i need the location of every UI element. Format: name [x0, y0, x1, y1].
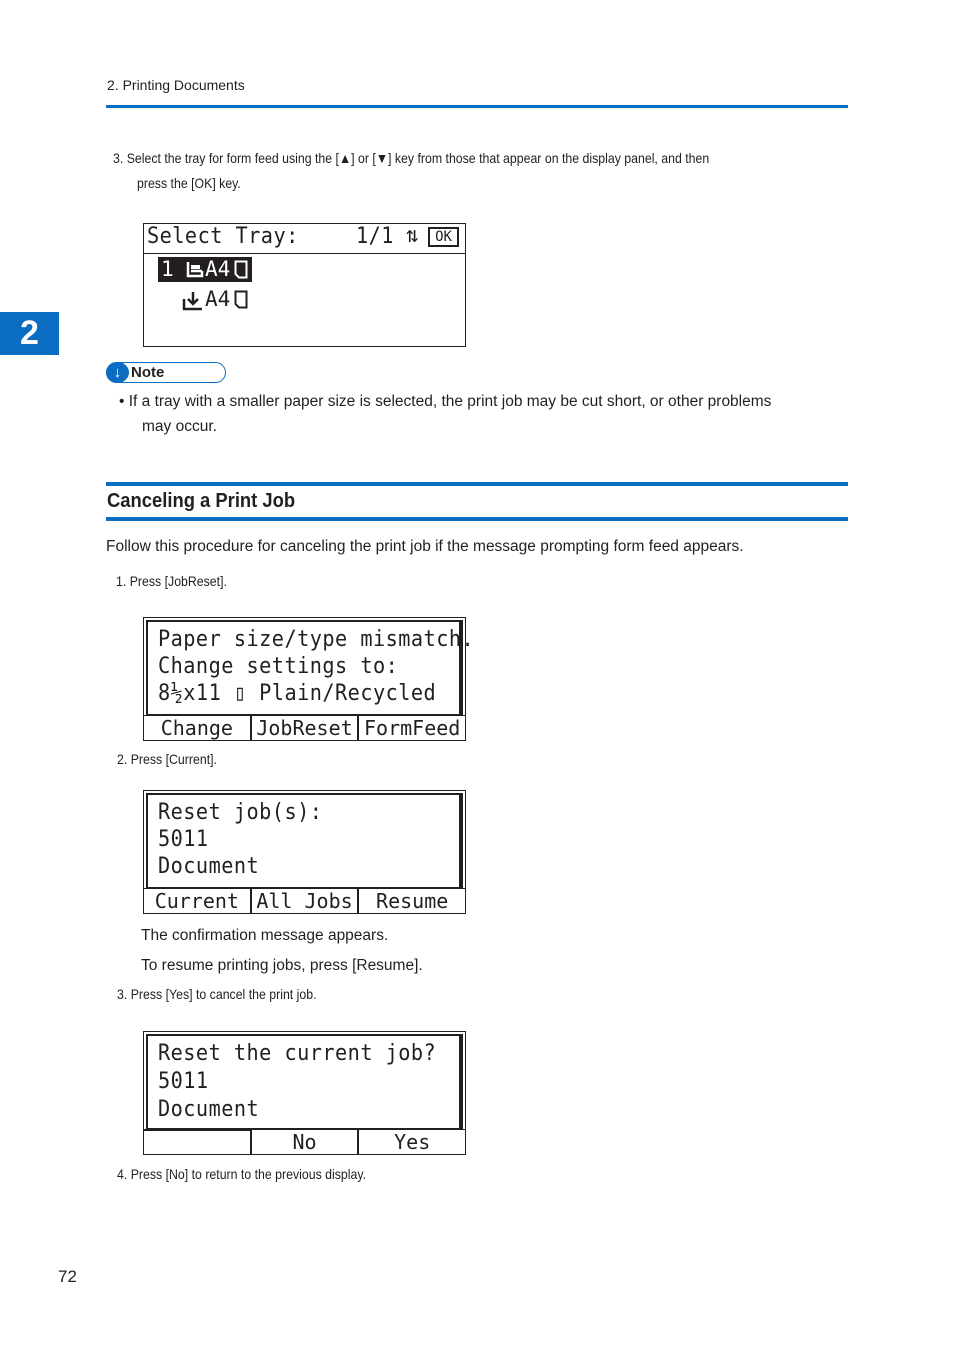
lcd-confirm-line3: Document [158, 1097, 260, 1122]
softkey-no: No [250, 1129, 358, 1154]
note-bullet-line1: • If a tray with a smaller paper size is selected, the print job may be cut short, or other problems [119, 393, 772, 410]
note-bullet-line2: may occur. [142, 418, 217, 435]
section-title: Canceling a Print Job [107, 490, 296, 512]
lcd-tray-row1-number: 1 [161, 257, 174, 281]
lcd-mismatch-screen [146, 620, 475, 716]
lcd-confirm-screen [146, 1034, 463, 1130]
note-label-pill [106, 362, 226, 383]
lcd-reset-softkeys [144, 888, 465, 913]
step-4: 4. Press [No] to return to the previous display. [117, 1166, 367, 1182]
step-select-tray-line2: press the [OK] key. [137, 175, 241, 191]
note-arrow-icon: ↓ [106, 362, 129, 383]
lcd-reset-line2: 5011 [158, 827, 209, 852]
running-header: 2. Printing Documents [107, 77, 245, 93]
lcd-mismatch-line3: 8½x11 ▯ Plain/Recycled [158, 681, 437, 706]
bypass-tray-icon [182, 291, 204, 311]
lcd-mismatch-line2: Change settings to: [158, 654, 399, 679]
section-rule-top [106, 482, 848, 486]
softkey-current: Current [144, 888, 250, 913]
softkey-resume: Resume [357, 888, 465, 913]
lcd-tray-row1-size: A4 [205, 257, 231, 281]
step-2: 2. Press [Current]. [117, 751, 217, 767]
lcd-reset-screen [146, 793, 463, 889]
softkey-change: Change [144, 715, 250, 740]
step-1: 1. Press [JobReset]. [116, 573, 227, 589]
chapter-tab: 2 [0, 312, 59, 355]
softkey-all-jobs: All Jobs [250, 888, 358, 913]
lcd-reset [143, 790, 466, 914]
softkey-blank [144, 1129, 250, 1154]
lcd-mismatch-softkeys [144, 715, 465, 740]
step-3: 3. Press [Yes] to cancel the print job. [117, 986, 317, 1002]
softkey-yes: Yes [357, 1129, 465, 1154]
softkey-formfeed: FormFeed [357, 715, 465, 740]
tray-icon [186, 261, 204, 278]
softkey-jobreset: JobReset [250, 715, 358, 740]
section-intro: Follow this procedure for canceling the print job if the message prompting form feed appears. [106, 538, 744, 555]
lcd-select-tray [143, 223, 466, 347]
lcd-ok-key: OK [428, 227, 459, 247]
lcd-reset-line1: Reset job(s): [158, 800, 323, 825]
step-2-note-1: The confirmation message appears. [141, 927, 389, 944]
lcd-reset-line3: Document [158, 854, 260, 879]
lcd-confirm-line1: Reset the current job? [158, 1041, 437, 1066]
note-label: Note [131, 364, 165, 381]
step-select-tray-line1: 3. Select the tray for form feed using the [▲] or [▼] key from those that appear on the display panel, and then [113, 150, 710, 166]
lcd-tray-page: 1/1 [356, 224, 394, 249]
lcd-mismatch [143, 617, 475, 741]
page-number: 72 [58, 1267, 77, 1286]
lcd-mismatch-line1: Paper size/type mismatch. [158, 627, 475, 652]
header-rule [106, 105, 848, 108]
paper-portrait-icon [234, 290, 248, 309]
lcd-tray-title: Select Tray: [147, 224, 299, 249]
lcd-confirm-line2: 5011 [158, 1069, 209, 1094]
paper-portrait-icon [234, 260, 248, 279]
section-rule-bottom [106, 517, 848, 521]
lcd-confirm-softkeys [144, 1129, 465, 1154]
step-2-note-2: To resume printing jobs, press [Resume]. [141, 957, 423, 974]
updown-arrows-icon: ⇅ [406, 223, 419, 248]
lcd-confirm [143, 1031, 466, 1155]
lcd-tray-row1 [158, 257, 252, 282]
lcd-tray-row2-size: A4 [205, 287, 231, 311]
lcd-tray-header [144, 224, 465, 254]
